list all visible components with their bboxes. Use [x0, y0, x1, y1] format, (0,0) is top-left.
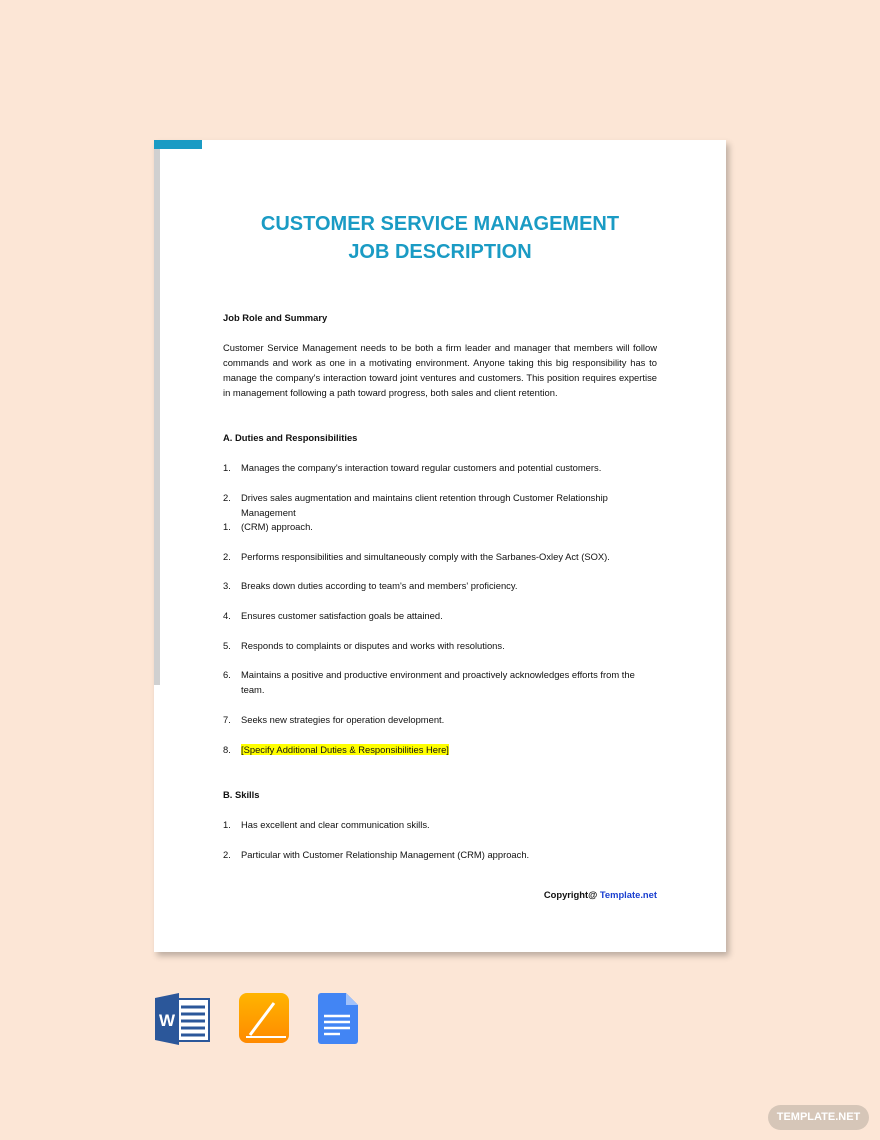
list-number: 6.	[223, 669, 231, 680]
list-number: 5.	[223, 640, 231, 651]
list-item	[223, 712, 657, 727]
duties-heading: A. Duties and Responsibilities	[223, 432, 358, 443]
summary-heading: Job Role and Summary	[223, 312, 328, 323]
list-text: Seeks new strategies for operation development.	[241, 714, 445, 725]
skills-heading: B. Skills	[223, 789, 260, 800]
list-number: 1.	[223, 521, 231, 532]
copyright	[544, 887, 657, 902]
list-number: 7.	[223, 714, 231, 725]
list-text: Particular with Customer Relationship Management (CRM) approach.	[241, 849, 530, 860]
list-text: Responds to complaints or disputes and works with resolutions.	[241, 640, 505, 651]
title-line-2: JOB DESCRIPTION	[348, 241, 532, 263]
template-net-watermark: TEMPLATE.NET	[768, 1105, 869, 1130]
summary-paragraph: Customer Service Management needs to be both a firm leader and manager that members will follow commands and work as one in a motivating environment. Anyone taking this big responsibility has to manage the company's interaction toward joint ventures and customers. This position requires expertise in management following a path toward progress, both sales and client retention.	[223, 342, 657, 398]
list-text: Performs responsibilities and simultaneously comply with the Sarbanes-Oxley Act (SOX).	[241, 551, 610, 562]
pages-icon[interactable]	[238, 993, 290, 1045]
accent-tab	[154, 140, 202, 149]
copyright-label: Copyright@	[543, 889, 600, 900]
list-number: 2.	[223, 551, 231, 562]
list-item	[223, 460, 657, 475]
list-item	[223, 667, 657, 697]
list-item	[223, 578, 657, 593]
list-item	[223, 638, 657, 653]
list-item	[223, 490, 623, 520]
list-text: Maintains a positive and productive environment and proactively acknowledges efforts from the team.	[241, 669, 635, 695]
list-item	[223, 549, 657, 564]
list-number: 4.	[223, 610, 231, 621]
svg-text:W: W	[159, 1011, 176, 1030]
list-number: 1.	[223, 819, 231, 830]
list-item	[223, 847, 657, 862]
list-number: 2.	[223, 492, 231, 503]
list-item	[223, 742, 657, 757]
list-item	[223, 608, 657, 623]
list-text: Ensures customer satisfaction goals be attained.	[241, 610, 443, 621]
word-icon[interactable]	[155, 993, 211, 1045]
list-item	[223, 817, 657, 832]
list-text: Breaks down duties according to team's and members' proficiency.	[241, 580, 518, 591]
list-text: (CRM) approach.	[241, 521, 313, 532]
google-docs-icon[interactable]	[318, 993, 360, 1045]
list-number: 1.	[223, 462, 231, 473]
list-item	[223, 519, 657, 534]
list-number: 2.	[223, 849, 231, 860]
list-text: Has excellent and clear communication skills.	[241, 819, 430, 830]
copyright-link[interactable]: Template.net	[599, 889, 657, 900]
document-title	[154, 210, 726, 266]
list-number: 3.	[223, 580, 231, 591]
title-line-1: CUSTOMER SERVICE MANAGEMENT	[260, 213, 620, 235]
list-text: Drives sales augmentation and maintains client retention through Customer Relationship Management	[241, 492, 608, 518]
list-text: Manages the company's interaction toward regular customers and potential customers.	[241, 462, 602, 473]
list-number: 8.	[223, 744, 231, 755]
placeholder-highlight[interactable]: [Specify Additional Duties & Responsibilities Here]	[241, 744, 449, 755]
